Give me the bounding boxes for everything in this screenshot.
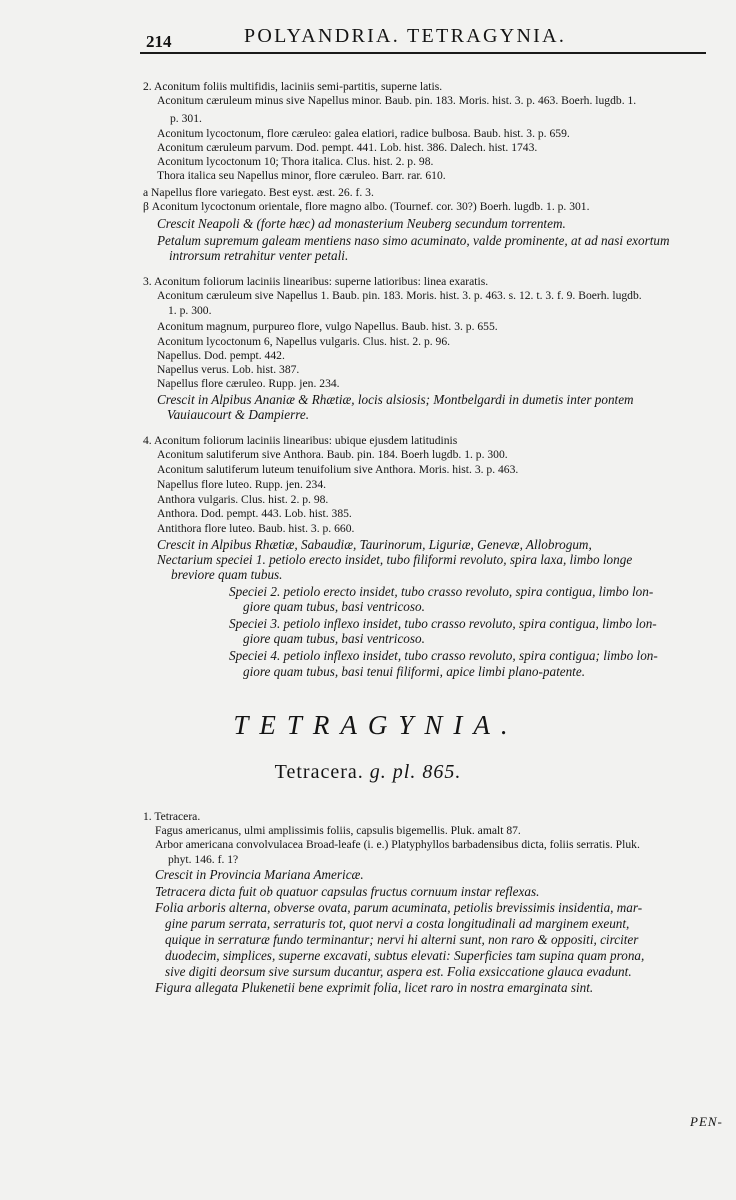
text-line: Vauiaucourt & Dampierre.: [167, 407, 309, 422]
text-line: quique in serraturæ fundo terminantur; nervi hi alterni sunt, non raro & oppositi, circiter: [165, 932, 639, 947]
text-line: β Aconitum lycoctonum orientale, flore magno albo. (Tournef. cor. 30?) Boerh. lugdb. 1. p. 301.: [143, 200, 590, 213]
text-line: 2. Aconitum foliis multifidis, laciniis semi-partitis, superne latis.: [143, 80, 443, 93]
text-line: Anthora vulgaris. Clus. hist. 2. p. 98.: [157, 493, 329, 506]
text-line: 1. Tetracera.: [143, 810, 201, 823]
genus-reference: g. pl. 865.: [369, 761, 462, 783]
text-line: Arbor americana convolvulacea Broad-leafe (i. e.) Platyphyllos barbadensibus dicta, foliis serratis. Pluk.: [155, 838, 640, 851]
text-line: Aconitum lycoctonum, flore cæruleo: galea elatiori, radice bulbosa. Baub. hist. 3. p. 659.: [157, 127, 570, 140]
text-line: Aconitum magnum, purpureo flore, vulgo Napellus. Baub. hist. 3. p. 655.: [157, 320, 498, 333]
text-line: breviore quam tubus.: [171, 567, 283, 582]
text-line: duodecim, simplices, superne excavati, subtus elevati: Superficies tam supina quam prona,: [165, 948, 645, 963]
text-line: Aconitum cæruleum minus sive Napellus minor. Baub. pin. 183. Moris. hist. 3. p. 463. Boerh. lugdb. 1.: [157, 94, 637, 107]
text-line: Aconitum lycoctonum 6, Napellus vulgaris. Clus. hist. 2. p. 96.: [157, 335, 451, 348]
text-line: Napellus. Dod. pempt. 442.: [157, 349, 285, 362]
text-line: Fagus americanus, ulmi amplissimis foliis, capsulis bigemellis. Pluk. amalt 87.: [155, 824, 521, 837]
running-title: POLYANDRIA. TETRAGYNIA.: [244, 25, 567, 47]
catchword: PEN-: [690, 1114, 723, 1129]
text-line: Figura allegata Plukenetii bene exprimit folia, licet raro in nostra emarginata sint.: [155, 980, 594, 995]
text-line: Nectarium speciei 1. petiolo erecto insidet, tubo filiformi revoluto, spira laxa, limbo longe: [157, 552, 633, 567]
text-line: p. 301.: [170, 112, 202, 125]
page-number: 214: [146, 32, 172, 51]
text-line: 1. p. 300.: [168, 304, 212, 317]
text-line: Crescit in Provincia Mariana Americæ.: [155, 867, 364, 882]
text-line: giore quam tubus, basi tenui filiformi, apice limbi plano-patente.: [243, 664, 585, 679]
text-line: Crescit Neapoli & (forte hæc) ad monasterium Neuberg secundum torrentem.: [157, 216, 566, 231]
text-line: Thora italica seu Napellus minor, flore cæruleo. Barr. rar. 610.: [157, 169, 446, 182]
text-line: Napellus flore luteo. Rupp. jen. 234.: [157, 478, 327, 491]
running-header: [140, 24, 720, 54]
text-line: Napellus flore cæruleo. Rupp. jen. 234.: [157, 377, 340, 390]
text-line: Aconitum cæruleum parvum. Dod. pempt. 441. Lob. hist. 386. Dalech. hist. 1743.: [157, 141, 538, 154]
text-line: Aconitum cæruleum sive Napellus 1. Baub. pin. 183. Moris. hist. 3. p. 463. s. 12. t. 3. f. 9. Boerh. lugdb.: [157, 289, 642, 302]
text-line: 3. Aconitum foliorum laciniis linearibus: superne latioribus: linea exaratis.: [143, 275, 489, 288]
text-line: 4. Aconitum foliorum laciniis linearibus: ubique ejusdem latitudinis: [143, 434, 458, 447]
text-line: giore quam tubus, basi ventricoso.: [243, 631, 425, 646]
text-line: Tetracera dicta fuit ob quatuor capsulas fructus cornuum instar reflexas.: [155, 884, 540, 899]
text-line: Aconitum lycoctonum 10; Thora italica. Clus. hist. 2. p. 98.: [157, 155, 434, 168]
text-line: Aconitum salutiferum luteum tenuifolium sive Anthora. Moris. hist. 3. p. 463.: [157, 463, 519, 476]
text-line: Crescit in Alpibus Rhætiæ, Sabaudiæ, Taurinorum, Liguriæ, Genevæ, Allobrogum,: [157, 537, 592, 552]
text-line: Crescit in Alpibus Ananiæ & Rhætiæ, locis alsiosis; Montbelgardi in dumetis inter pontem: [157, 392, 634, 407]
text-line: Speciei 4. petiolo inflexo insidet, tubo crasso revoluto, spira contigua; limbo lon-: [229, 648, 658, 663]
text-line: Speciei 2. petiolo erecto insidet, tubo crasso revoluto, spira contigua, limbo lon-: [229, 584, 654, 599]
text-line: introrsum retrahitur venter petali.: [169, 248, 349, 263]
text-line: Napellus verus. Lob. hist. 387.: [157, 363, 300, 376]
text-line: sive digiti deorsum sive sursum ducantur, aspera est. Folia exsiccatione glauca evadunt.: [165, 964, 632, 979]
text-line: Speciei 3. petiolo inflexo insidet, tubo crasso revoluto, spira contigua, limbo lon-: [229, 616, 657, 631]
text-line: phyt. 146. f. 1?: [168, 853, 239, 866]
header-rule: [140, 52, 706, 54]
text-line: Anthora. Dod. pempt. 443. Lob. hist. 385.: [157, 507, 352, 520]
section-title: TETRAGYNIA.: [233, 710, 519, 740]
text-line: Folia arboris alterna, obverse ovata, parum acuminata, petiolis brevissimis insidentia, mar-: [155, 900, 643, 915]
text-line: a Napellus flore variegato. Best eyst. æst. 26. f. 3.: [143, 186, 374, 199]
genus-name: Tetracera.: [274, 761, 364, 783]
genus-heading: [0, 761, 736, 784]
text-line: Aconitum salutiferum sive Anthora. Baub. pin. 184. Boerh lugdb. 1. p. 300.: [157, 448, 508, 461]
text-line: Petalum supremum galeam mentiens naso simo acuminato, valde prominente, at ad nasi exortum: [157, 233, 670, 248]
text-line: gine parum serrata, serraturis tot, quot nervi a costa longitudinali ad marginem exeunt,: [165, 916, 630, 931]
text-line: giore quam tubus, basi ventricoso.: [243, 599, 425, 614]
text-line: Antithora flore luteo. Baub. hist. 3. p. 660.: [157, 522, 355, 535]
